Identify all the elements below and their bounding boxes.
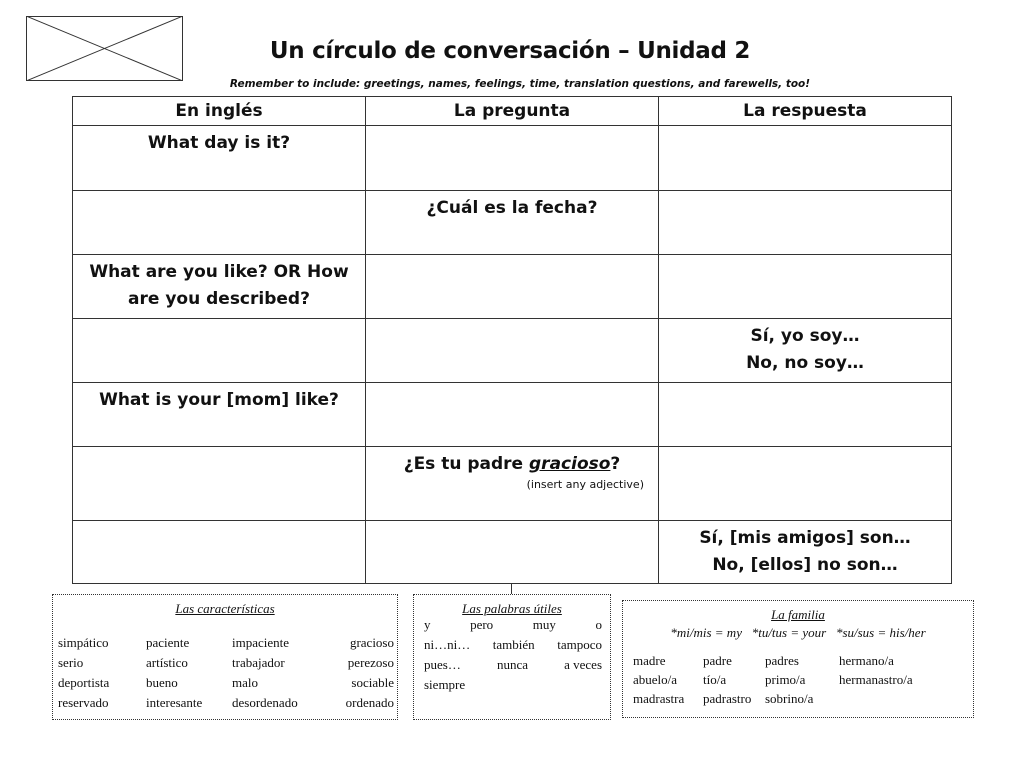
table-row	[73, 319, 952, 383]
word: perezoso	[347, 655, 394, 670]
word: malo	[232, 675, 258, 690]
table-row	[73, 126, 952, 191]
cell-pregunta[interactable]	[366, 255, 659, 319]
cell-respuesta	[659, 319, 952, 383]
word: padrastro	[703, 691, 752, 706]
header-la-pregunta: La pregunta	[366, 97, 659, 126]
word: o	[595, 617, 602, 632]
connector-line	[511, 583, 512, 594]
header-en-ingles: En inglés	[73, 97, 366, 126]
cell-en[interactable]	[73, 319, 366, 383]
cell-en[interactable]	[73, 191, 366, 255]
respuesta-line-2: No, [ellos] no son…	[712, 555, 898, 575]
familia-title: La familia	[771, 607, 825, 622]
palabras-row	[424, 617, 602, 633]
cell-pregunta[interactable]	[366, 126, 659, 191]
word: gracioso	[349, 635, 394, 650]
cell-en[interactable]	[73, 447, 366, 521]
word: tío/a	[703, 672, 727, 687]
palabras-utiles-title: Las palabras útiles	[462, 601, 562, 616]
cell-en: What is your [mom] like?	[73, 383, 366, 447]
word: sobrino/a	[765, 691, 814, 706]
table-row	[73, 447, 952, 521]
word: primo/a	[765, 672, 806, 687]
table-row	[73, 521, 952, 584]
word: abuelo/a	[633, 672, 678, 687]
word: muy	[532, 617, 556, 632]
word: ni…ni…	[424, 637, 471, 652]
word: simpático	[58, 635, 109, 650]
word: tampoco	[557, 637, 602, 652]
word: sociable	[351, 675, 394, 690]
word: nunca	[496, 657, 528, 672]
cell-respuesta[interactable]	[659, 383, 952, 447]
cell-respuesta[interactable]	[659, 255, 952, 319]
word	[839, 691, 969, 707]
pregunta-end: ?	[610, 454, 621, 474]
word: bueno	[146, 675, 178, 690]
header-la-respuesta: La respuesta	[659, 97, 952, 126]
cell-respuesta	[659, 521, 952, 584]
word: hermano/a	[839, 653, 894, 668]
possessive-pronouns: *mi/mis = my *tu/tus = your *su/sus = his/her	[670, 625, 926, 640]
cell-pregunta[interactable]	[366, 521, 659, 584]
conversation-table	[72, 96, 952, 584]
caracteristicas-title: Las características	[175, 601, 275, 616]
word: y	[424, 617, 431, 632]
cell-pregunta[interactable]	[366, 383, 659, 447]
page-title: Un círculo de conversación – Unidad 2	[269, 38, 751, 64]
word: reservado	[58, 695, 109, 710]
cell-en: What day is it?	[73, 126, 366, 191]
adjective-example: gracioso	[529, 454, 611, 474]
word: paciente	[146, 635, 190, 650]
word: serio	[58, 655, 84, 670]
page-subtitle: Remember to include: greetings, names, feelings, time, translation questions, and farewells, too!	[229, 78, 811, 90]
palabras-utiles-box	[413, 594, 611, 720]
cell-pregunta: ¿Cuál es la fecha?	[366, 191, 659, 255]
word: a veces	[564, 657, 602, 672]
cell-respuesta[interactable]	[659, 126, 952, 191]
word: artístico	[146, 655, 188, 670]
palabras-row	[424, 677, 602, 693]
familia-box	[622, 600, 974, 718]
palabras-row	[424, 657, 602, 673]
word: también	[492, 637, 535, 652]
word: pero	[470, 617, 494, 632]
word: siempre	[424, 677, 466, 692]
word: pues…	[424, 657, 461, 672]
word: impaciente	[232, 635, 290, 650]
word: deportista	[58, 675, 110, 690]
respuesta-line-2: No, no soy…	[746, 353, 864, 373]
word: padres	[765, 653, 799, 668]
cell-respuesta[interactable]	[659, 191, 952, 255]
table-header-row	[73, 97, 952, 126]
word: ordenado	[345, 695, 394, 710]
cell-pregunta[interactable]	[366, 319, 659, 383]
adjective-note: (insert any adjective)	[526, 478, 644, 491]
caracteristicas-box	[52, 594, 398, 720]
word: desordenado	[232, 695, 298, 710]
table-row	[73, 383, 952, 447]
word: madrastra	[633, 691, 685, 706]
word: padre	[703, 653, 732, 668]
table-row	[73, 191, 952, 255]
cell-respuesta[interactable]	[659, 447, 952, 521]
word: madre	[633, 653, 666, 668]
respuesta-line-1: Sí, yo soy…	[750, 326, 860, 346]
respuesta-line-1: Sí, [mis amigos] son…	[699, 528, 911, 548]
cell-pregunta	[366, 447, 659, 521]
image-placeholder	[26, 16, 183, 81]
word: interesante	[146, 695, 203, 710]
palabras-row	[424, 637, 602, 653]
word: trabajador	[232, 655, 285, 670]
cell-en[interactable]	[73, 521, 366, 584]
table-row	[73, 255, 952, 319]
caracteristicas-word-list	[58, 635, 397, 711]
pregunta-text: ¿Es tu padre	[403, 454, 530, 474]
cell-en: What are you like? OR How are you described?	[73, 255, 366, 319]
familia-word-list	[633, 653, 973, 707]
word: hermanastro/a	[839, 672, 913, 687]
